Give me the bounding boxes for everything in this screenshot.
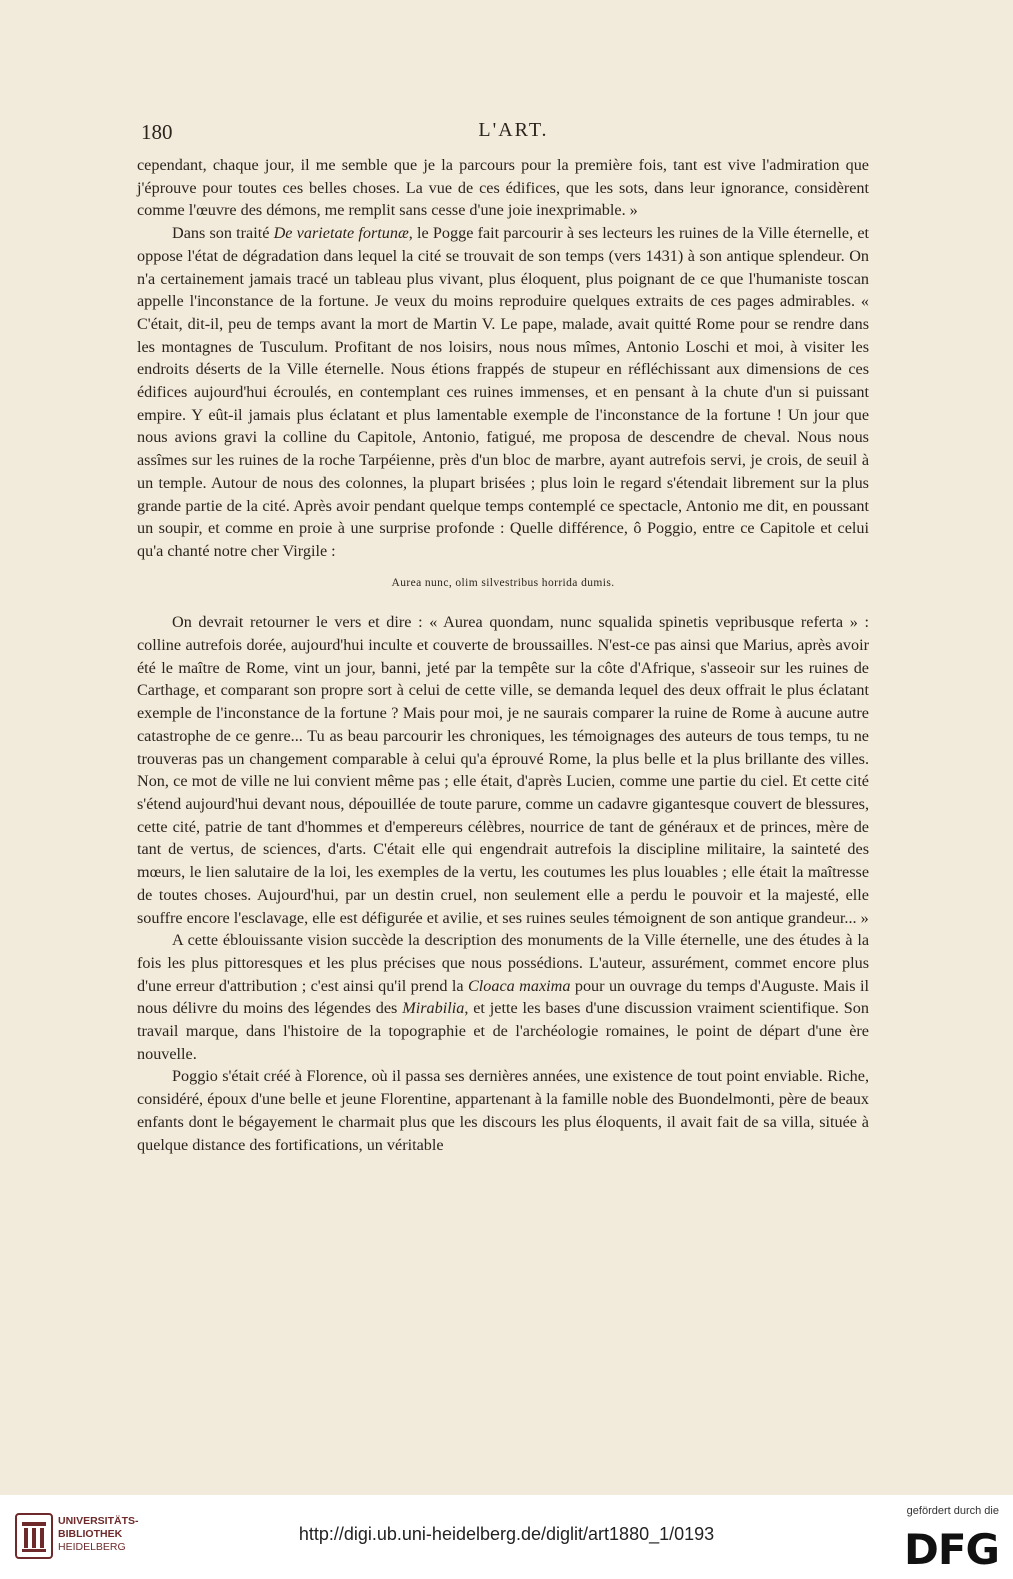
funding-note: gefördert durch die xyxy=(906,1505,999,1517)
italic-term: Cloaca maxima xyxy=(468,976,571,995)
library-name: UNIVERSITÄTS- BIBLIOTHEK HEIDELBERG xyxy=(58,1515,139,1553)
italic-term: Mirabilia xyxy=(402,999,465,1018)
paragraph: A cette éblouissante vision succède la description des monuments de la Ville éternelle, une des études à la fois les plus pittoresques et les plus précises que nous possédions. L'auteur, assurément, commet encore plus d'une erreur d'attribution ; c'est ainsi qu'il prend la Cloaca maxima pour un ouvrage du temps d'Auguste. Mais il nous délivre du moins des légendes des Mirabilia, et jette les bases d'une discussion vraiment scientifique. Son travail marque, dans l'histoire de la topographie et de l'archéologie romaines, le point de départ d'une ère nouvelle. xyxy=(137,931,869,1063)
paragraph: On devrait retourner le vers et dire : « Aurea quondam, nunc squalida spinetis vepribusque referta » : colline autrefois dorée, aujourd'hui inculte et couverte de broussailles. N'est-ce pas ainsi que Marius, après avoir été le maître de Rome, vint un jour, banni, jeté par la tempête sur la côte d'Afrique, s'asseoir sur les ruines de Carthage, et comparant son propre sort à celui de cette ville, se demanda lequel des deux offrait le plus éclatant exemple de l'inconstance de la fortune ? Mais pour moi, je ne saurais comparer la ruine de Rome à aucune autre catastrophe de ce genre... Tu as beau parcourir les chroniques, les témoignages des auteurs de tous temps, tu ne trouveras pas un changement comparable à celui qu'a éprouvé Rome, la plus belle et la plus brillante des villes. Non, ce mot de ville ne lui convient même pas ; elle était, d'après Lucien, comme une partie du ciel. Et cette cité s'étend aujourd'hui devant nous, dépouillée de toute parure, comme un cadavre gigantesque couvert de blessures, cette cité, patrie de tant d'hommes et d'empereurs célèbres, nourrice de tant de généraux et de princes, mère de tant de vertus, de sciences, d'arts. C'était elle qui engendrait autrefois la discipline militaire, la sainteté des mœurs, le lien salutaire de la loi, les exemples de la vertu, les coutumes les plus louables ; elle était la maîtresse de toutes choses. Aujourd'hui, par un destin cruel, non seulement elle a perdu le pouvoir et la majesté, elle souffre encore l'esclavage, elle est défigurée et avilie, et ses ruines seules témoignent de son antique grandeur... » xyxy=(137,613,869,927)
source-url-link[interactable]: http://digi.ub.uni-heidelberg.de/diglit/art1880_1/0193 xyxy=(298,1524,715,1544)
book-title: De varietate fortunæ xyxy=(273,224,409,243)
paragraph: Poggio s'était créé à Florence, où il passa ses dernières années, une existence de tout point enviable. Riche, considéré, époux d'une belle et jeune Florentine, appartenant à la famille noble des Buondelmonti, père de beaux enfants dont le bégayement le charmait plus que les discours les plus éloquents, il avait fait de sa villa, située à quelque distance des fortifications, un véritable xyxy=(137,1067,869,1154)
running-title: L'ART. xyxy=(478,119,549,141)
article-body xyxy=(137,154,869,1156)
digitization-footer xyxy=(0,1495,1013,1579)
dfg-logo: DFG xyxy=(903,1525,999,1574)
verse-quotation: Aurea nunc, olim silvestribus horrida dumis. xyxy=(391,576,615,589)
page-number: 180 xyxy=(141,120,173,144)
paragraph: cependant, chaque jour, il me semble que je la parcours pour la première fois, tant est vive l'admiration que j'éprouve pour toutes ces belles choses. La vue de ces édifices, que les sots, dans leur ignorance, considèrent comme l'œuvre des démons, me remplit sans cesse d'une joie inexprimable. » xyxy=(137,156,869,220)
paragraph: Dans son traité De varietate fortunæ, le Pogge fait parcourir à ses lecteurs les ruines de la Ville éternelle, et oppose l'état de dégradation dans lequel la cité se trouvait de son temps (vers 1431) à son antique splendeur. On n'a certainement jamais tracé un tableau plus vivant, plus éloquent, plus poignant de ce que l'humaniste toscan appelle l'inconstance de la fortune. Je veux du moins reproduire quelques extraits de ces pages admirables. « C'était, dit-il, peu de temps avant la mort de Martin V. Le pape, malade, avait quitté Rome pour se rendre dans les montagnes de Tusculum. Profitant de nos loisirs, nous nous mîmes, Antonio Loschi et moi, à visiter les endroits déserts de la Ville éternelle. Nous étions frappés de stupeur en réfléchissant aux dimensions de ces édifices aujourd'hui écroulés, en contemplant ces ruines immenses, et en pensant à la chute d'un si puissant empire. Y eût-il jamais plus éclatant et plus lamentable exemple de l'inconstance de la fortune ! Un jour que nous avions gravi la colline du Capitole, Antonio, fatigué, me proposa de descendre de cheval. Nous nous assîmes sur les ruines de la roche Tarpéienne, près d'un bloc de marbre, ayant autrefois servi, je crois, de seuil à un temple. Autour de nous des colonnes, la plupart brisées ; plus loin le regard s'étendait librement sur la plus grande partie de la cité. Après avoir pendant quelque temps contemplé ce spectacle, Antonio me dit, en poussant un soupir, et comme en proie à une surprise profonde : Quelle différence, ô Poggio, entre ce Capitole et celui qu'a chanté notre cher Virgile : xyxy=(137,224,869,560)
